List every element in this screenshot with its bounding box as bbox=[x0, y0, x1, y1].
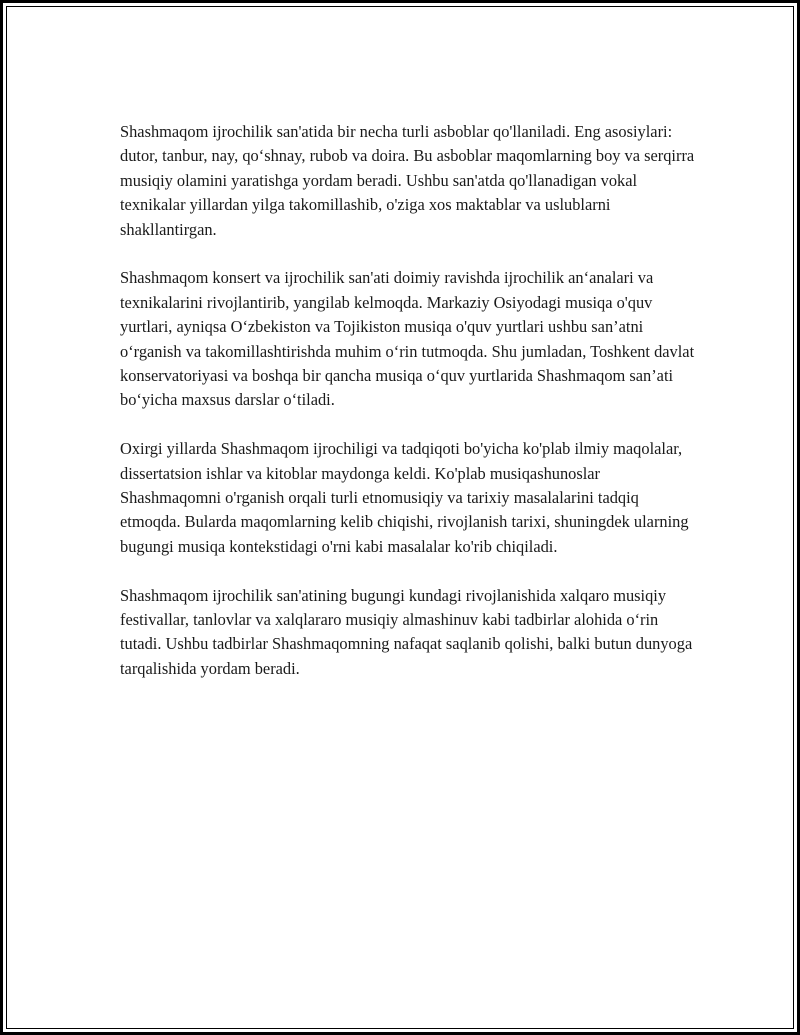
paragraph-1: Shashmaqom ijrochilik san'atida bir necha turli asboblar qo'llaniladi. Eng asosiylari: dutor, tanbur, nay, qo‘shnay, rubob va doira. Bu asboblar maqomlarning boy va serqirra musiqiy olamini yaratishga yordam beradi. Ushbu san'atda qo'llanadigan vokal texnikalar yillardan yilga takomillashib, o'ziga xos maktablar va uslublarni shakllantirgan. bbox=[120, 122, 695, 239]
paragraph-3: Oxirgi yillarda Shashmaqom ijrochiligi va tadqiqoti bo'yicha ko'plab ilmiy maqolalar, dissertatsion ishlar va kitoblar maydonga keldi. Ko'plab musiqashunoslar Shashmaqomni o'rganish orqali turli etnomusiqiy va tarixiy masalalarini tadqiq etmoqda. Bularda maqomlarning kelib chiqishi, rivojlanish tarixi, shuningdek ularning bugungi musiqa kontekstidagi o'rni kabi masalalar ko'rib chiqiladi. bbox=[120, 439, 689, 556]
paragraph-4: Shashmaqom ijrochilik san'atining bugungi kundagi rivojlanishida xalqaro musiqiy festivallar, tanlovlar va xalqlararo musiqiy almashinuv kabi tadbirlar alohida o‘rin tutadi. Ushbu tadbirlar Shashmaqomning nafaqat saqlanib qolishi, balki butun dunyoga tarqalishida yordam beradi. bbox=[120, 585, 693, 678]
document-body bbox=[120, 120, 700, 706]
paragraph-2: Shashmaqom konsert va ijrochilik san'ati doimiy ravishda ijrochilik an‘analari va texnikalarini rivojlantirib, yangilab kelmoqda. Markaziy Osiyodagi musiqa o'quv yurtlari, ayniqsa O‘zbekiston va Tojikiston musiqa o'quv yurtlari ushbu san’atni o‘rganish va takomillashtirishda muhim o‘rin tutmoqda. Shu jumladan, Toshkent davlat konservatoriyasi va boshqa bir qancha musiqa o‘quv yurtlarida Shashmaqom san’ati bo‘yicha maxsus darslar o‘tiladi. bbox=[120, 268, 695, 410]
